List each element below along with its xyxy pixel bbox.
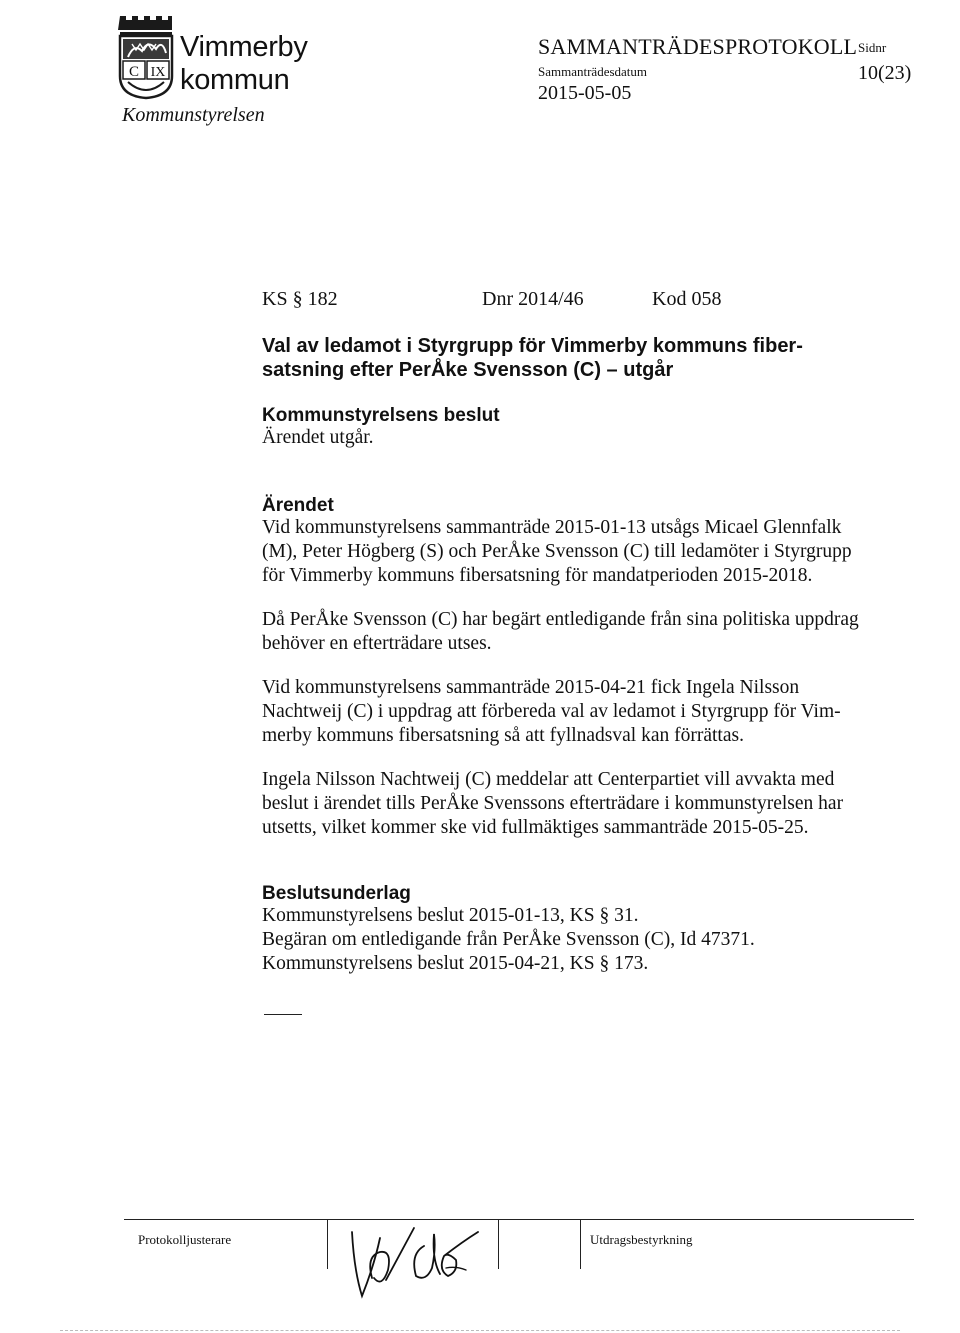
list-item: Begäran om entledigande från PerÅke Svensson (C), Id 47371. [262,929,755,950]
svg-text:C: C [128,64,140,80]
text-line: Ingela Nilsson Nachtweij (C) meddelar att Centerpartiet vill avvakta med [262,769,835,790]
decision-basis-heading: Beslutsunderlag [262,883,411,904]
decision-heading: Kommunstyrelsens beslut [262,405,500,426]
case-title-line: satsning efter PerÅke Svensson (C) – utgår [262,359,674,381]
background-paragraph [262,768,862,840]
handwritten-initials-icon [346,1220,491,1300]
case-registration-number: Dnr 2014/46 [482,288,584,310]
case-title-line: Val av ledamot i Styrgrupp för Vimmerby kommuns fiber- [262,335,803,357]
list-item: Kommunstyrelsens beslut 2015-01-13, KS § 31. [262,905,639,926]
meeting-date-label: Sammanträdesdatum [538,64,648,79]
background-paragraph [262,608,862,656]
text-line: Nachtweij (C) i uppdrag att förbereda val av ledamot i Styrgrupp för Vim- [262,701,841,722]
extract-certification-label: Utdragsbestyrkning [590,1232,693,1247]
text-line: Vid kommunstyrelsens sammanträde 2015-01-13 utsågs Micael Glennfalk [262,517,842,538]
text-line: Då PerÅke Svensson (C) har begärt entledigande från sina politiska uppdrag [262,609,859,630]
municipal-coat-of-arms-icon [114,14,174,100]
page-number-label: Sidnr [858,40,887,55]
minutes-checker-label: Protokolljusterare [138,1232,232,1247]
list-item: Kommunstyrelsens beslut 2015-04-21, KS § 173. [262,953,649,974]
meeting-date: 2015-05-05 [538,82,632,104]
text-line: för Vimmerby kommuns fibersatsning för mandatperioden 2015-2018. [262,565,813,586]
end-of-section-rule [264,1014,302,1015]
footer-divider [327,1219,328,1269]
text-line: Vid kommunstyrelsens sammanträde 2015-04-21 fick Ingela Nilsson [262,677,800,698]
text-line: beslut i ärendet tills PerÅke Svenssons efterträdare i kommunstyrelsen har [262,793,844,814]
svg-text:IX: IX [150,65,166,80]
department-name: Kommunstyrelsen [122,104,265,126]
page-number: 10(23) [858,62,912,84]
text-line: behöver en efterträdare utses. [262,633,492,654]
footer-divider [580,1219,581,1269]
background-paragraph [262,516,862,588]
text-line: merby kommuns fibersatsning så att fyllnadsval kan förrättas. [262,725,744,746]
footer-divider [498,1219,499,1269]
case-code: Kod 058 [652,288,722,310]
organization-name-line2: kommun [180,64,290,96]
case-paragraph-number: KS § 182 [262,288,338,310]
organization-name-line1: Vimmerby [180,31,308,63]
decision-basis-list [262,904,862,976]
decision-text: Ärendet utgår. [262,427,374,448]
background-paragraph [262,676,862,748]
document-type: SAMMANTRÄDESPROTOKOLL [538,34,858,59]
text-line: utsetts, vilket kommer ske vid fullmäktiges sammanträde 2015-05-25. [262,817,809,838]
page-bottom-rule [60,1330,900,1331]
background-heading: Ärendet [262,495,334,516]
text-line: (M), Peter Högberg (S) och PerÅke Svensson (C) till ledamöter i Styrgrupp [262,541,852,562]
case-title [262,334,862,382]
footer-rule [124,1219,914,1220]
